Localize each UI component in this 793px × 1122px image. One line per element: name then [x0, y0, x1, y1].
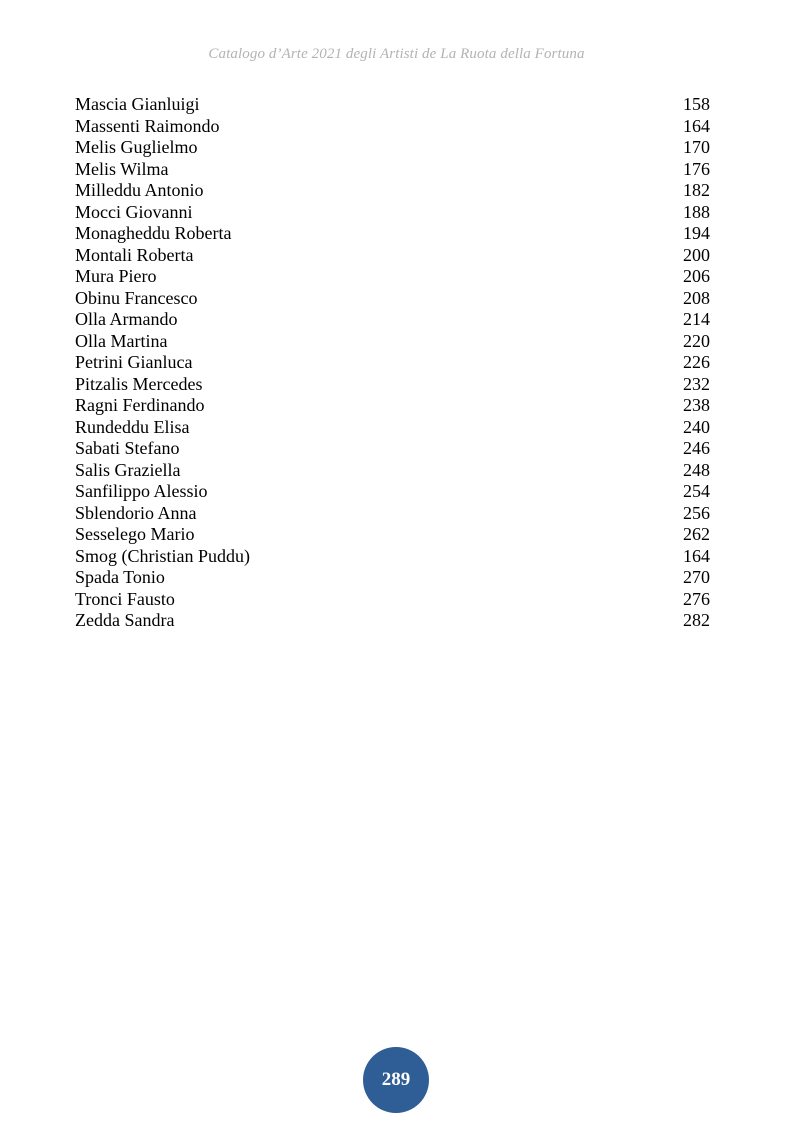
artist-name: Olla Martina: [75, 330, 168, 351]
page-ref: 208: [683, 287, 710, 308]
index-entry: [75, 288, 710, 310]
page-number-badge: [363, 1047, 429, 1113]
page-ref: 282: [683, 610, 710, 630]
index-entry: [75, 352, 710, 374]
index-entry: [75, 137, 710, 159]
page-ref: 232: [683, 373, 710, 394]
artist-name: Sanfilippo Alessio: [75, 481, 208, 501]
artist-name: Mura Piero: [75, 266, 157, 286]
artist-name: Milleddu Antonio: [75, 180, 204, 200]
index-entry: [75, 589, 710, 611]
page-ref: 188: [683, 201, 710, 222]
index-entry: [75, 116, 710, 138]
page-ref: 164: [683, 115, 710, 136]
index-entry: [75, 309, 710, 331]
artist-name: Smog (Christian Puddu): [75, 545, 251, 566]
index-entry: [75, 546, 710, 568]
page-ref: 256: [683, 502, 710, 523]
index-entry: [75, 567, 710, 589]
artist-name: Sabati Stefano: [75, 438, 180, 458]
artist-name: Obinu Francesco: [75, 287, 198, 308]
artist-name: Mascia Gianluigi: [75, 94, 200, 114]
index-entry: [75, 374, 710, 396]
index-entry: [75, 331, 710, 353]
page-ref: 246: [683, 438, 710, 458]
page-ref: 176: [683, 158, 710, 179]
index-entry: [75, 460, 710, 482]
page-ref: 262: [683, 524, 710, 544]
index-entry: [75, 395, 710, 417]
page-ref: 238: [683, 395, 710, 415]
artist-name: Monagheddu Roberta: [75, 223, 232, 243]
page-ref: 182: [683, 180, 710, 200]
artist-name: Salis Graziella: [75, 459, 181, 480]
index-entry: [75, 524, 710, 546]
index-entry: [75, 266, 710, 288]
artist-name: Melis Guglielmo: [75, 137, 198, 157]
page-ref: 214: [683, 309, 710, 329]
artist-name: Tronci Fausto: [75, 588, 175, 609]
artist-name: Ragni Ferdinando: [75, 395, 205, 415]
page-ref: 248: [683, 459, 710, 480]
artist-index-list: [75, 94, 710, 632]
index-entry: [75, 481, 710, 503]
artist-name: Olla Armando: [75, 309, 178, 329]
index-entry: [75, 159, 710, 181]
index-entry: [75, 503, 710, 525]
artist-name: Petrini Gianluca: [75, 352, 193, 372]
index-entry: [75, 180, 710, 202]
artist-name: Montali Roberta: [75, 244, 194, 265]
index-entry: [75, 610, 710, 632]
artist-name: Rundeddu Elisa: [75, 416, 190, 437]
page-ref: 240: [683, 416, 710, 437]
running-header: Catalogo d’Arte 2021 degli Artisti de La Ruota della Fortuna: [208, 46, 585, 62]
artist-name: Zedda Sandra: [75, 610, 175, 630]
page-ref: 270: [683, 567, 710, 587]
index-entry: [75, 438, 710, 460]
artist-name: Massenti Raimondo: [75, 115, 220, 136]
index-entry: [75, 223, 710, 245]
page-number: 289: [381, 1069, 411, 1090]
page-ref: 170: [683, 137, 710, 157]
index-entry: [75, 417, 710, 439]
artist-name: Sblendorio Anna: [75, 502, 197, 523]
index-entry: [75, 94, 710, 116]
artist-name: Spada Tonio: [75, 567, 165, 587]
index-entry: [75, 202, 710, 224]
page-ref: 226: [683, 352, 710, 372]
page-ref: 158: [683, 94, 710, 114]
artist-name: Melis Wilma: [75, 158, 169, 179]
artist-name: Mocci Giovanni: [75, 201, 193, 222]
page-ref: 164: [683, 545, 710, 566]
page-ref: 254: [683, 481, 710, 501]
page-ref: 200: [683, 244, 710, 265]
page-ref: 206: [683, 266, 710, 286]
artist-name: Sesselego Mario: [75, 524, 195, 544]
artist-name: Pitzalis Mercedes: [75, 373, 203, 394]
page-ref: 276: [683, 588, 710, 609]
page-ref: 194: [683, 223, 710, 243]
page-ref: 220: [683, 330, 710, 351]
index-entry: [75, 245, 710, 267]
